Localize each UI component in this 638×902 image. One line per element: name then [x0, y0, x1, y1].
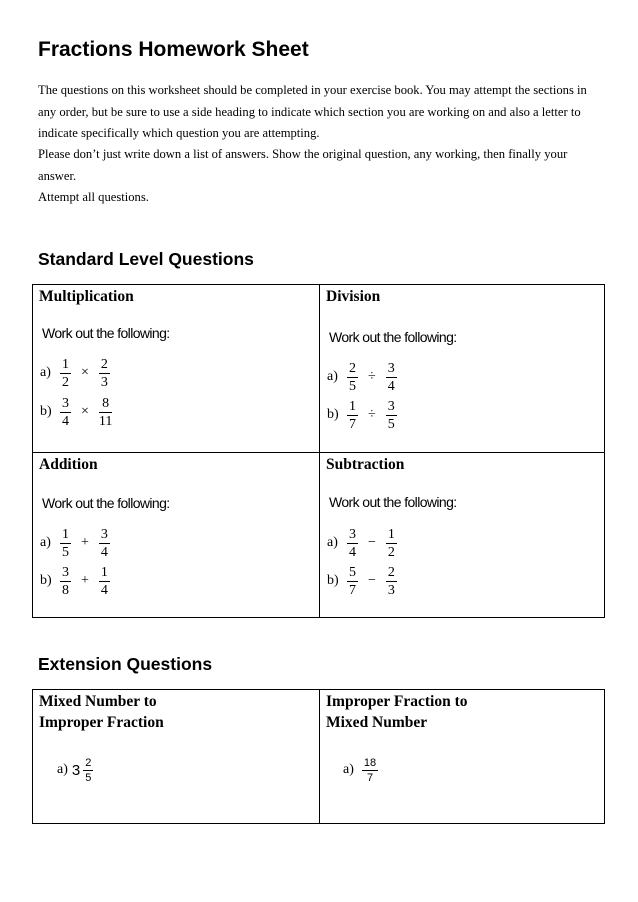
question-b	[327, 563, 400, 599]
question-letter: a)	[327, 535, 338, 550]
question-a	[327, 525, 400, 561]
question-letter: a)	[40, 365, 51, 380]
question-a	[40, 525, 113, 561]
multiplication-cell	[33, 285, 319, 452]
operator: ×	[81, 365, 89, 380]
fraction-bar	[99, 412, 112, 413]
numerator: 2	[100, 356, 108, 372]
denominator: 5	[349, 378, 356, 394]
denominator: 7	[349, 582, 356, 598]
fraction-1	[347, 399, 358, 432]
fraction-1	[60, 357, 71, 390]
fraction-bar	[60, 373, 71, 374]
denominator: 2	[62, 374, 69, 390]
fraction-1	[347, 565, 358, 598]
operator: ×	[81, 404, 89, 419]
denominator: 7	[349, 416, 356, 432]
question-letter: b)	[40, 573, 52, 588]
subtraction-heading: Subtraction	[326, 456, 405, 473]
fraction-2	[386, 399, 397, 432]
numerator: 3	[387, 398, 395, 414]
denominator: 2	[387, 544, 395, 560]
fraction-2	[386, 527, 397, 560]
fraction-2	[99, 565, 110, 598]
fraction-1	[60, 527, 71, 560]
fraction-2	[386, 565, 397, 598]
fraction-bar	[99, 373, 110, 374]
denominator: 4	[100, 544, 108, 560]
intro-paragraph-2: Please don’t just write down a list of answers. Show the original question, any working, then finally your answer.	[38, 147, 568, 183]
question-a	[343, 752, 381, 788]
instruction-text: Work out the following:	[42, 495, 170, 511]
question-b	[327, 397, 400, 433]
intro-paragraph-1: The questions on this worksheet should be completed in your exercise book. You may attempt the sections in any order, but be sure to use a side heading to indicate which section you are working on and also a letter to indicate specifically which question you are attempting.	[38, 83, 587, 140]
numerator: 5	[349, 564, 356, 580]
denominator: 3	[100, 374, 108, 390]
question-letter: a)	[343, 762, 354, 777]
extension-section-heading: Extension Questions	[38, 654, 213, 674]
fraction-1	[347, 361, 358, 394]
fraction	[83, 757, 93, 784]
heading-line-1: Improper Fraction to	[326, 693, 468, 710]
question-letter: b)	[327, 573, 339, 588]
fraction-1	[60, 565, 71, 598]
extension-questions-table	[32, 689, 605, 824]
fraction-bar	[347, 581, 358, 582]
question-letter: b)	[40, 404, 52, 419]
operator: −	[368, 535, 376, 550]
numerator: 3	[100, 526, 108, 542]
fraction	[362, 757, 378, 784]
addition-heading: Addition	[39, 456, 98, 473]
operator: −	[368, 573, 376, 588]
numerator: 3	[349, 526, 356, 542]
question-letter: b)	[327, 407, 339, 422]
fraction-1	[347, 527, 358, 560]
fraction-2	[99, 357, 110, 390]
question-letter: a)	[57, 762, 68, 777]
operator: +	[81, 535, 89, 550]
numerator: 2	[85, 756, 92, 769]
question-letter: a)	[327, 369, 338, 384]
numerator: 3	[387, 360, 395, 376]
fraction-2	[386, 361, 397, 394]
improper-to-mixed-cell	[320, 690, 606, 825]
instruction-text: Work out the following:	[329, 494, 457, 510]
numerator: 1	[100, 564, 108, 580]
mixed-to-improper-cell	[33, 690, 319, 825]
denominator: 5	[85, 771, 92, 784]
fraction-1	[60, 396, 71, 429]
fraction-bar	[347, 543, 358, 544]
question-b	[40, 563, 113, 599]
heading-line-2: Improper Fraction	[39, 713, 164, 731]
fraction-bar	[347, 415, 358, 416]
denominator: 4	[62, 413, 69, 429]
fraction-bar	[60, 581, 71, 582]
fraction-bar	[347, 377, 358, 378]
standard-section-heading: Standard Level Questions	[38, 249, 254, 269]
operator: ÷	[368, 407, 376, 422]
subtraction-cell	[320, 453, 606, 619]
standard-questions-table	[32, 284, 605, 618]
denominator: 4	[387, 378, 395, 394]
denominator: 3	[387, 582, 395, 598]
denominator: 11	[98, 413, 113, 429]
numerator: 1	[62, 356, 69, 372]
numerator: 3	[62, 564, 69, 580]
mixed-to-improper-heading	[39, 692, 164, 733]
addition-cell	[33, 453, 319, 619]
question-letter: a)	[40, 535, 51, 550]
numerator: 1	[349, 398, 356, 414]
fraction-bar	[386, 581, 397, 582]
numerator: 2	[387, 564, 395, 580]
multiplication-heading: Multiplication	[39, 288, 134, 305]
numerator: 2	[349, 360, 356, 376]
division-heading: Division	[326, 288, 381, 305]
instruction-text: Work out the following:	[42, 325, 170, 341]
fraction-bar	[386, 415, 397, 416]
heading-line-1: Mixed Number to	[39, 693, 157, 710]
numerator: 8	[102, 395, 110, 411]
question-b	[40, 394, 115, 430]
heading-line-2: Mixed Number	[326, 713, 428, 731]
operator: +	[81, 573, 89, 588]
fraction-bar	[60, 543, 71, 544]
fraction-bar	[99, 543, 110, 544]
operator: ÷	[368, 369, 376, 384]
fraction-2	[99, 396, 112, 429]
fraction-bar	[386, 543, 397, 544]
denominator: 5	[62, 544, 69, 560]
fraction-bar	[60, 412, 71, 413]
fraction-2	[99, 527, 110, 560]
denominator: 8	[62, 582, 69, 598]
intro-paragraph-3: Attempt all questions.	[38, 190, 149, 204]
denominator: 4	[100, 582, 108, 598]
page-title: Fractions Homework Sheet	[38, 38, 309, 61]
numerator: 18	[363, 756, 377, 769]
numerator: 3	[62, 395, 69, 411]
division-cell	[320, 285, 606, 452]
question-a	[327, 359, 400, 395]
fraction-bar	[362, 770, 378, 771]
question-a	[40, 355, 113, 391]
denominator: 4	[349, 544, 356, 560]
question-a	[57, 752, 96, 788]
whole-number: 3	[71, 761, 81, 779]
numerator: 1	[387, 526, 395, 542]
numerator: 1	[62, 526, 69, 542]
instruction-text: Work out the following:	[329, 329, 457, 345]
fraction-bar	[83, 770, 93, 771]
fraction-bar	[99, 581, 110, 582]
denominator: 7	[366, 771, 374, 784]
denominator: 5	[387, 416, 395, 432]
improper-to-mixed-heading	[326, 692, 468, 733]
fraction-bar	[386, 377, 397, 378]
